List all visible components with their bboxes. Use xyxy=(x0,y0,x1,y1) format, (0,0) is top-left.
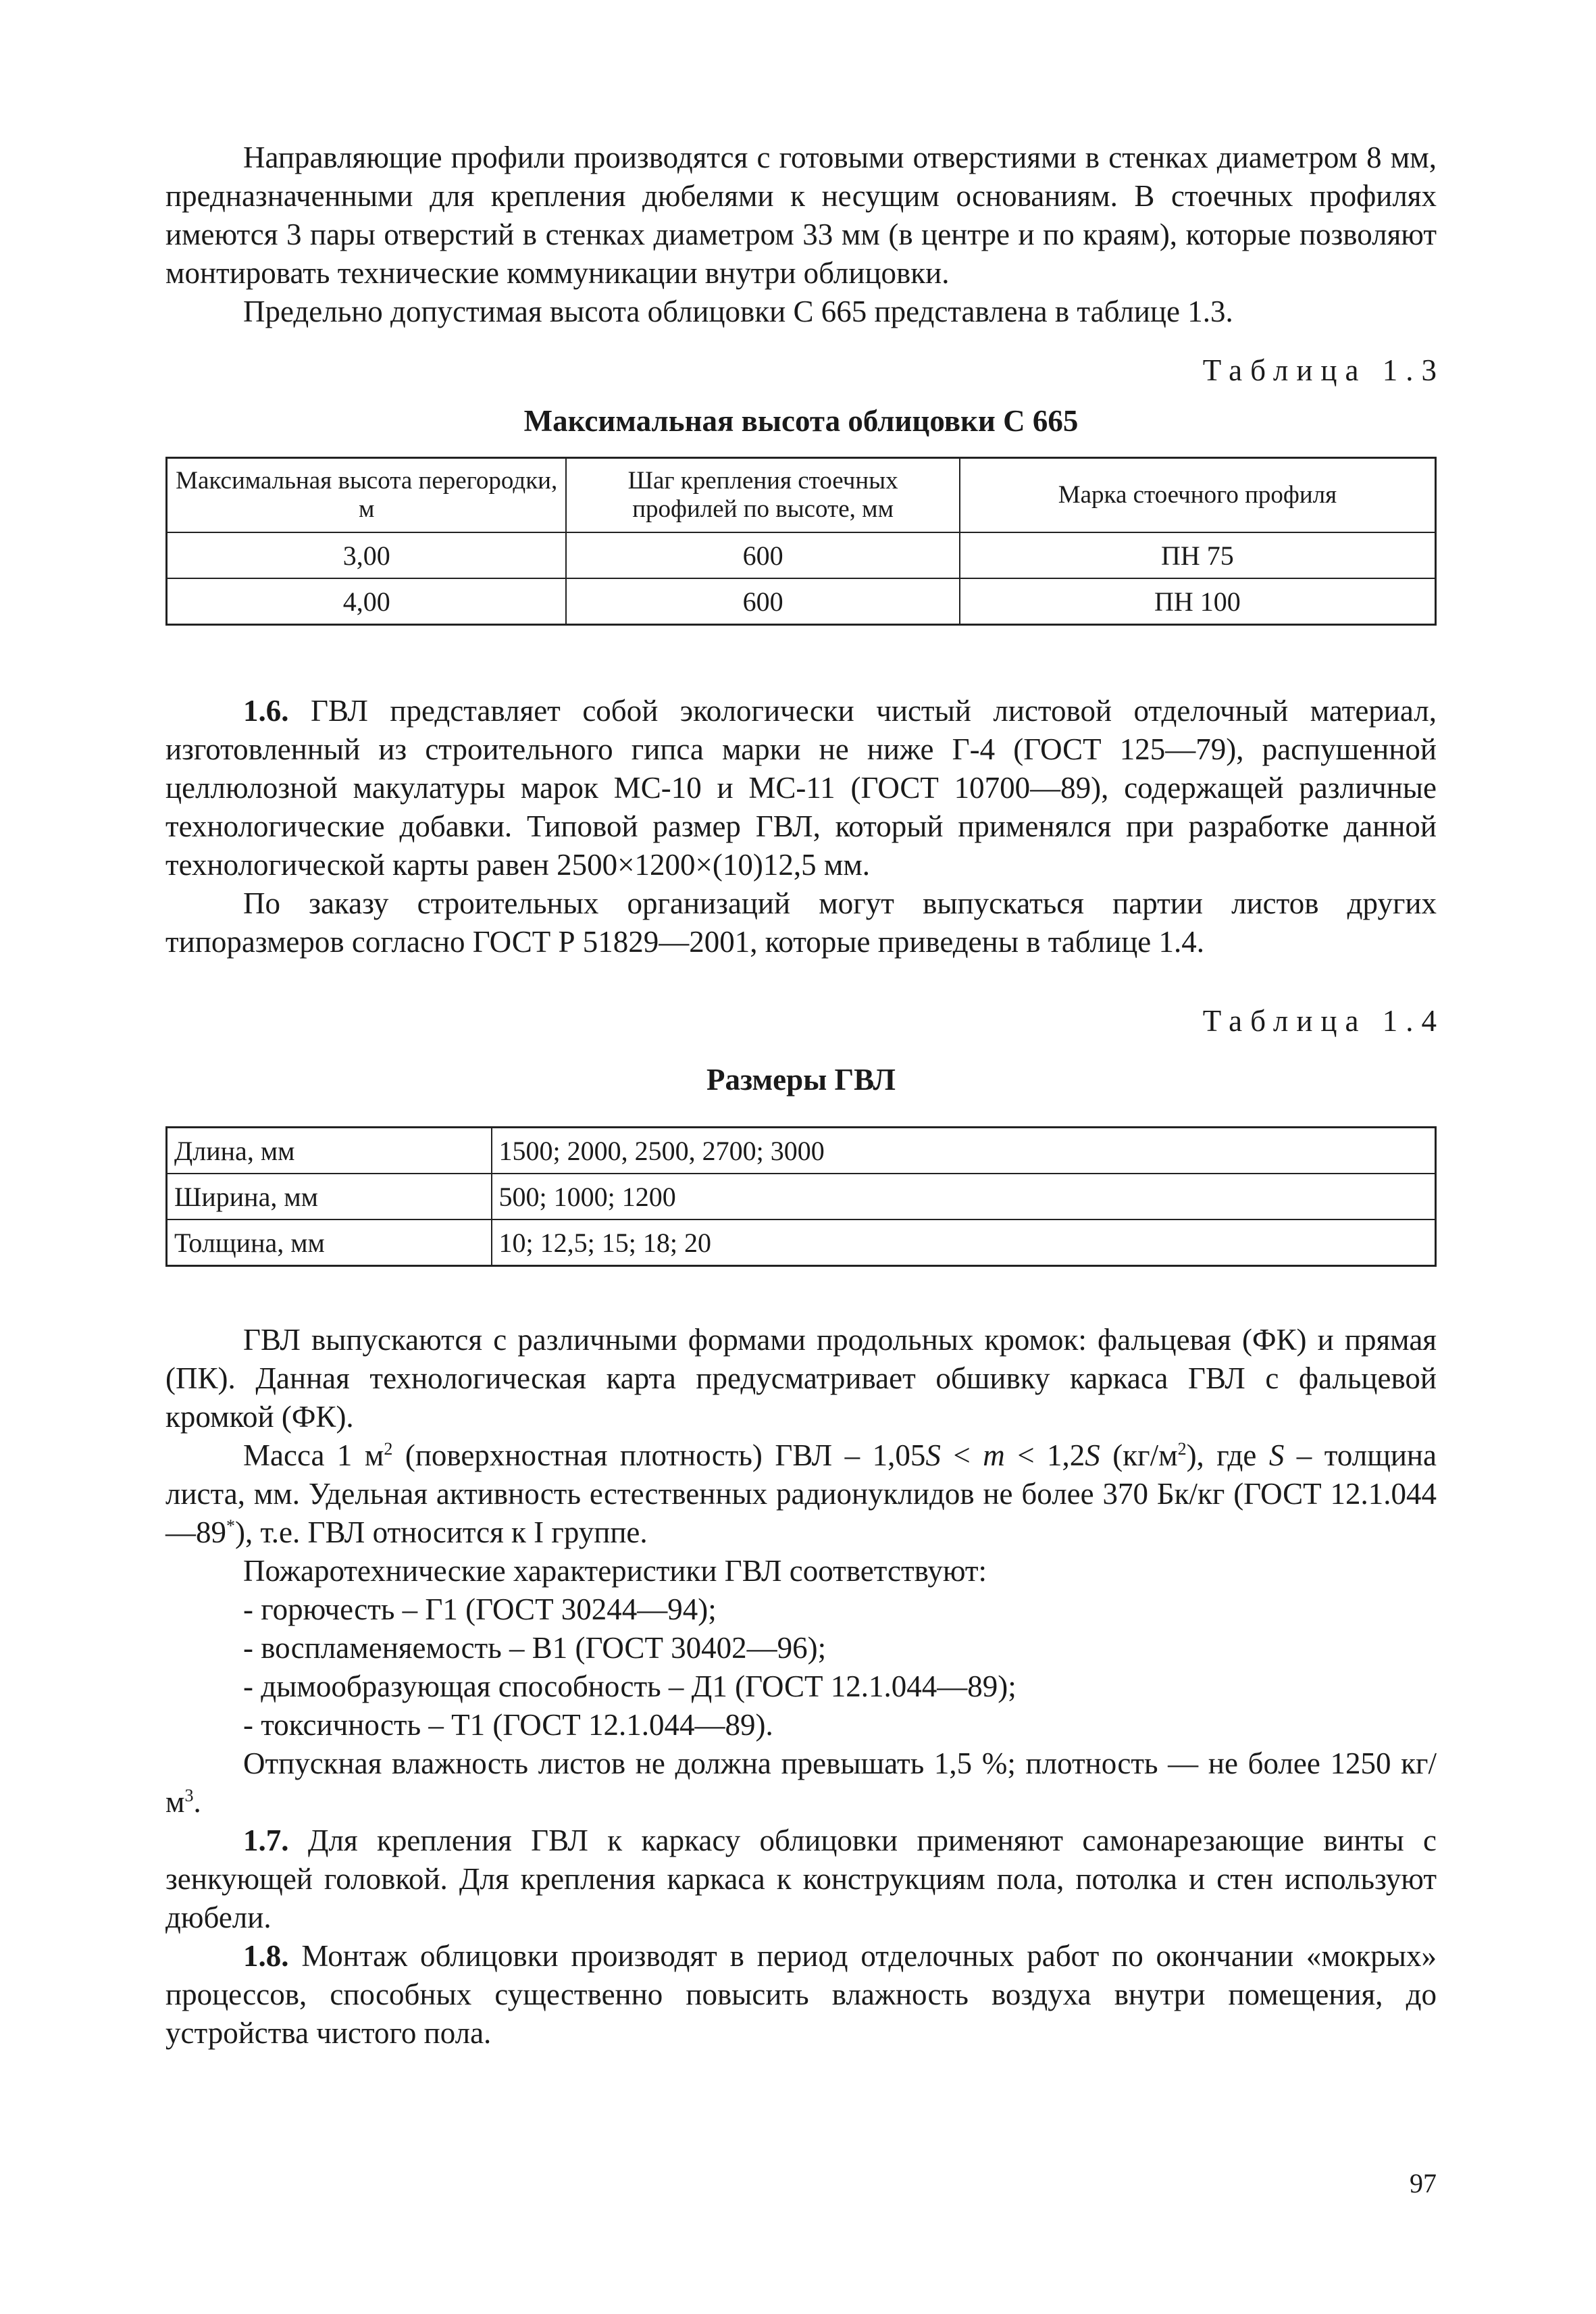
table-1-3-title: Максимальная высота облицовки С 665 xyxy=(523,404,1079,438)
page-number: 97 xyxy=(1410,2168,1437,2198)
document-page xyxy=(165,139,1445,2053)
table-cell: 600 xyxy=(566,578,959,625)
table-header-cell: Максимальная высота перегородки, м xyxy=(167,458,567,533)
table-cell: 10; 12,5; 15; 18; 20 xyxy=(492,1219,1436,1266)
superscript: 2 xyxy=(1177,1439,1187,1459)
list-item: - дымообразующая способность – Д1 (ГОСТ 12.1.044—89); xyxy=(243,1669,1016,1703)
table-cell: ПН 75 xyxy=(960,532,1436,578)
table-cell: 600 xyxy=(566,532,959,578)
list-item: - горючесть – Г1 (ГОСТ 30244—94); xyxy=(243,1592,717,1626)
text-run: (кг/м xyxy=(1100,1438,1178,1472)
variable-s: S xyxy=(1268,1438,1285,1472)
section-1-8 xyxy=(165,1937,1437,2053)
list-item: - токсичность – Т1 (ГОСТ 12.1.044—89). xyxy=(243,1708,773,1742)
section-number: 1.8. xyxy=(243,1939,289,1973)
table-row xyxy=(167,578,1436,625)
text-run: < xyxy=(940,1438,983,1472)
text-run: ), т.е. ГВЛ относится к I группе. xyxy=(235,1515,648,1549)
variable-s: S xyxy=(925,1438,941,1472)
table-row xyxy=(167,1128,1436,1174)
section-1-7 xyxy=(165,1821,1437,1937)
paragraph-table-ref: Предельно допустимая высота облицовки С 665 представлена в таблице 1.3. xyxy=(243,295,1233,328)
table-header-row xyxy=(167,458,1436,533)
section-number: 1.6. xyxy=(243,694,289,728)
section-text: ГВЛ представляет собой экологически чистый листовой отделочный материал, изготовленный из строительного гипса марки не ниже Г-4 (ГОСТ 125—79), распушенной целлюлозной макулатуры марок МС-10 и МС-11 (ГОСТ 10700—89), содержащей различные технологические добавки. Типовой размер ГВЛ, который применялся при разработке данной технологической карты равен 2500×1200×(10)12,5 мм. xyxy=(165,694,1437,882)
variable-s: S xyxy=(1085,1438,1100,1472)
text-run: < 1,2 xyxy=(1004,1438,1085,1472)
text-run: Отпускная влажность листов не должна превышать 1,5 %; плотность — не более 1250 кг/м xyxy=(165,1746,1437,1819)
list-item: - воспламеняемость – В1 (ГОСТ 30402—96); xyxy=(243,1631,827,1665)
table-row xyxy=(167,1174,1436,1219)
table-cell: ПН 100 xyxy=(960,578,1436,625)
text-run: (поверхностная плотность) ГВЛ – 1,05 xyxy=(392,1438,926,1472)
table-cell: Длина, мм xyxy=(167,1128,492,1174)
table-row xyxy=(167,532,1436,578)
section-text: Монтаж облицовки производят в период отделочных работ по окончании «мокрых» процессов, способных существенно повысить влажность воздуха внутри помещения, до устройства чистого пола. xyxy=(165,1939,1437,2050)
section-text: Для крепления ГВЛ к каркасу облицовки применяют самонарезающие винты с зенкующей головкой. Для крепления каркаса к конструкциям пола, потолка и стен используют дюбели. xyxy=(165,1823,1437,1934)
paragraph-sizes-ref: По заказу строительных организаций могут выпускаться партии листов других типоразмеров согласно ГОСТ Р 51829—2001, которые приведены в таблице 1.4. xyxy=(165,886,1437,959)
paragraph-fire: Пожаротехнические характеристики ГВЛ соответствуют: xyxy=(243,1554,987,1588)
superscript: 3 xyxy=(184,1786,194,1805)
variable-m: m xyxy=(983,1438,1005,1472)
paragraph-profiles: Направляющие профили производятся с готовыми отверстиями в стенках диаметром 8 мм, предназначенными для крепления дюбелями к несущим основаниям. В стоечных профилях имеются 3 пары отверстий в стенках диаметром 33 мм (в центре и по краям), которые позволяют монтировать технические коммуникации внутри облицовки. xyxy=(165,141,1437,290)
table-header-cell: Шаг крепления стоечных профилей по высоте, мм xyxy=(566,458,959,533)
section-number: 1.7. xyxy=(243,1823,289,1857)
table-1-3-label: Таблица 1.3 xyxy=(1202,353,1445,387)
table-1-4-title: Размеры ГВЛ xyxy=(706,1063,896,1097)
table-header-cell: Марка стоечного профиля xyxy=(960,458,1436,533)
table-gvl-sizes xyxy=(165,1126,1437,1267)
table-cell: 500; 1000; 1200 xyxy=(492,1174,1436,1219)
text-run: ), где xyxy=(1186,1438,1269,1472)
table-cell: 3,00 xyxy=(167,532,567,578)
text-run: Масса 1 м xyxy=(243,1438,384,1472)
text-run: . xyxy=(193,1785,201,1819)
text-run: – толщина листа, мм. Удельная активность естественных радионуклидов не более 370 Бк/кг (ГОСТ 12.1.044—89 xyxy=(165,1438,1437,1549)
table-cell: Толщина, мм xyxy=(167,1219,492,1266)
superscript: * xyxy=(226,1516,235,1536)
paragraph-mass xyxy=(165,1436,1437,1552)
table-cell: 4,00 xyxy=(167,578,567,625)
paragraph-humidity xyxy=(165,1744,1437,1821)
section-1-6 xyxy=(165,692,1437,884)
superscript: 2 xyxy=(384,1439,393,1459)
table-max-height xyxy=(165,457,1437,626)
table-row xyxy=(167,1219,1436,1266)
table-cell: Ширина, мм xyxy=(167,1174,492,1219)
paragraph-edges: ГВЛ выпускаются с различными формами продольных кромок: фальцевая (ФК) и прямая (ПК). Данная технологическая карта предусматривает обшивку каркаса ГВЛ с фальцевой кромкой (ФК). xyxy=(165,1323,1437,1434)
table-cell: 1500; 2000, 2500, 2700; 3000 xyxy=(492,1128,1436,1174)
table-1-4-label: Таблица 1.4 xyxy=(1202,1004,1445,1038)
